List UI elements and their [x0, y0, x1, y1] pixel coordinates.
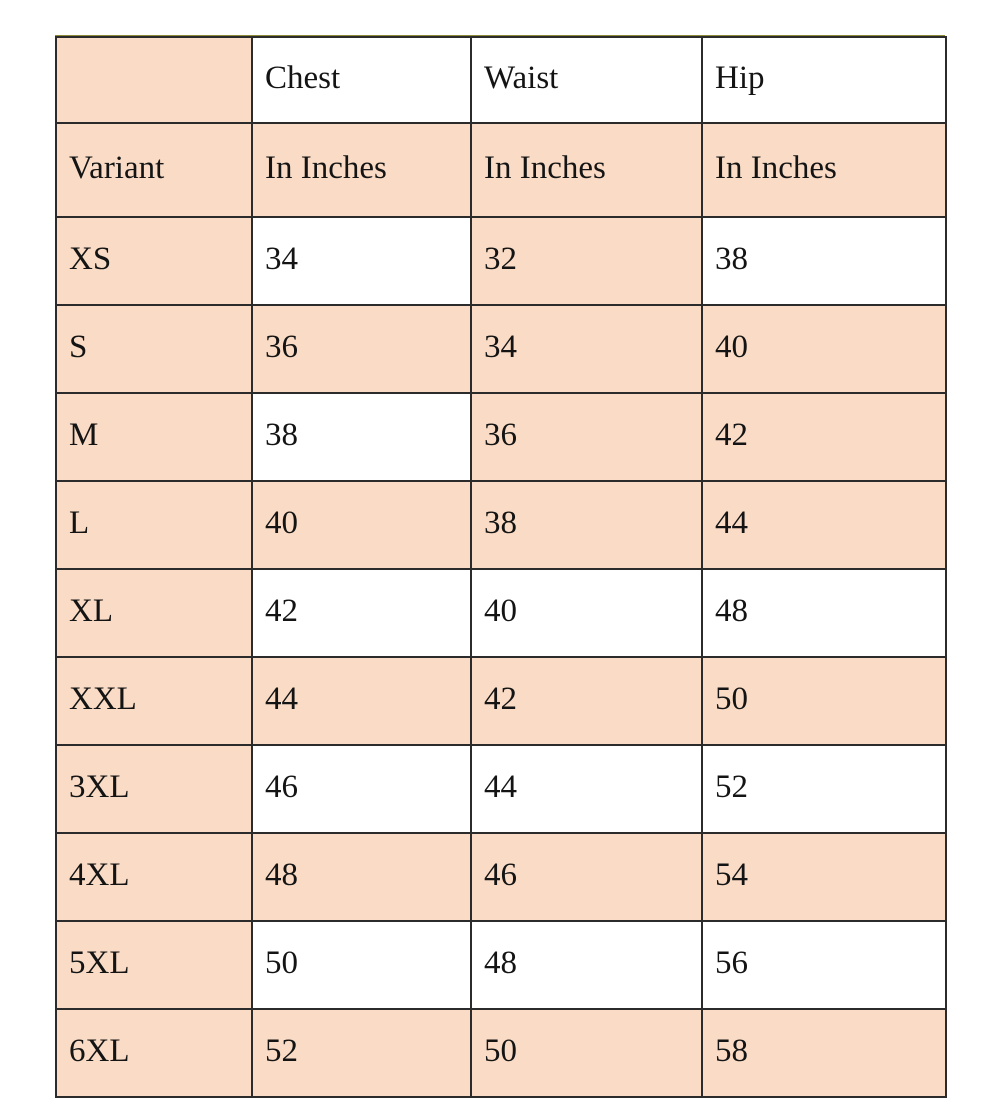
cell-hip: 54	[702, 833, 946, 921]
cell-chest: 50	[252, 921, 471, 1009]
cell-variant: XL	[56, 569, 252, 657]
table-header-row-units	[56, 123, 946, 217]
header-cell-chest: Chest	[252, 37, 471, 123]
cell-variant: 3XL	[56, 745, 252, 833]
size-chart-table	[55, 36, 947, 1098]
cell-variant: L	[56, 481, 252, 569]
table-header-row-measurements	[56, 37, 946, 123]
table-row	[56, 569, 946, 657]
cell-chest: 42	[252, 569, 471, 657]
cell-waist: 46	[471, 833, 702, 921]
cell-waist: 32	[471, 217, 702, 305]
cell-hip: 38	[702, 217, 946, 305]
table-row	[56, 393, 946, 481]
cell-chest: 38	[252, 393, 471, 481]
cell-waist: 38	[471, 481, 702, 569]
cell-variant: M	[56, 393, 252, 481]
cell-chest: 52	[252, 1009, 471, 1097]
cell-chest: 48	[252, 833, 471, 921]
size-chart-table-wrapper	[55, 36, 945, 1098]
cell-hip: 42	[702, 393, 946, 481]
header-cell-waist-units: In Inches	[471, 123, 702, 217]
cell-waist: 48	[471, 921, 702, 1009]
cell-variant: 4XL	[56, 833, 252, 921]
cell-variant: S	[56, 305, 252, 393]
header-cell-variant: Variant	[56, 123, 252, 217]
header-cell-blank	[56, 37, 252, 123]
header-cell-hip-units: In Inches	[702, 123, 946, 217]
table-row	[56, 217, 946, 305]
cell-waist: 50	[471, 1009, 702, 1097]
cell-chest: 40	[252, 481, 471, 569]
cell-variant: 5XL	[56, 921, 252, 1009]
table-row	[56, 833, 946, 921]
cell-chest: 46	[252, 745, 471, 833]
header-cell-chest-units: In Inches	[252, 123, 471, 217]
header-cell-hip: Hip	[702, 37, 946, 123]
cell-variant: XS	[56, 217, 252, 305]
table-row	[56, 481, 946, 569]
table-row	[56, 921, 946, 1009]
header-cell-waist: Waist	[471, 37, 702, 123]
cell-waist: 34	[471, 305, 702, 393]
table-row	[56, 745, 946, 833]
cell-variant: XXL	[56, 657, 252, 745]
cell-chest: 44	[252, 657, 471, 745]
cell-chest: 36	[252, 305, 471, 393]
cell-waist: 42	[471, 657, 702, 745]
cell-waist: 44	[471, 745, 702, 833]
cell-hip: 56	[702, 921, 946, 1009]
cell-hip: 40	[702, 305, 946, 393]
cell-waist: 36	[471, 393, 702, 481]
cell-hip: 50	[702, 657, 946, 745]
cell-hip: 48	[702, 569, 946, 657]
table-row	[56, 1009, 946, 1097]
cell-variant: 6XL	[56, 1009, 252, 1097]
table-row	[56, 305, 946, 393]
cell-hip: 58	[702, 1009, 946, 1097]
cell-waist: 40	[471, 569, 702, 657]
cell-hip: 44	[702, 481, 946, 569]
cell-hip: 52	[702, 745, 946, 833]
table-row	[56, 657, 946, 745]
cell-chest: 34	[252, 217, 471, 305]
